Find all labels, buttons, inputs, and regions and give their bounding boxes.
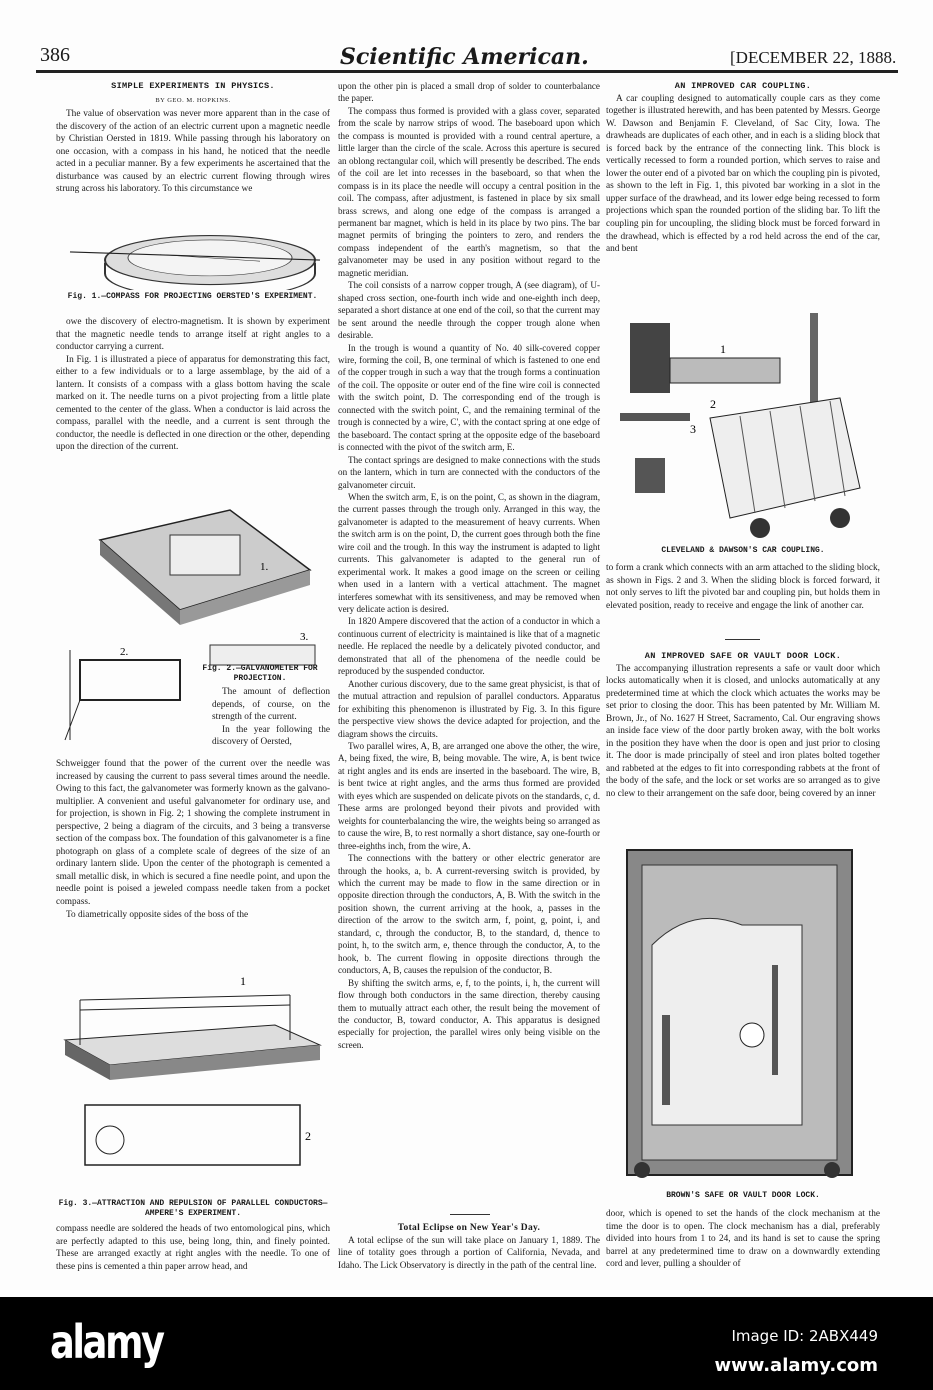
safe-lock-caption: BROWN'S SAFE OR VAULT DOOR LOCK. bbox=[666, 1191, 820, 1200]
paragraph: Another curious discovery, due to the same great physicist, is that of the mutual attraction and repulsion of parallel conductors. Apparatus for exhibiting this phenomenon is illustrated by Fig. 3. In this figure the perspective view shows the device adapted for projection, and the diagram shows the circuits. bbox=[338, 678, 600, 739]
page-number: 386 bbox=[40, 44, 70, 66]
image-id: Image ID: 2ABX449 bbox=[731, 1327, 878, 1345]
article-body bbox=[56, 758, 330, 921]
paragraph: to form a crank which connects with an arm attached to the sliding block, as shown in Figs. 2 and 3. When the sliding block is forced forward, it not only serves to lift the pivoted bar and coupling pin, but holds them in elevated position, ready to receive and engage the link of another car. bbox=[606, 563, 880, 611]
fig1-compass-illustration bbox=[60, 222, 325, 290]
paragraph: compass needle are soldered the heads of two entomological pins, which are perfectly adapted to this use, being long, thin, and finely pointed. These are arranged exactly at right angles with the needle. To one of these pins is cemented a thin paper arrow head, and bbox=[56, 1224, 330, 1272]
safe-door-illustration bbox=[622, 845, 867, 1185]
fig-label: 3 bbox=[690, 422, 696, 436]
fig2-label: 3. bbox=[300, 631, 309, 643]
paragraph: In the trough is wound a quantity of No. 40 silk-covered copper wire, forming the coil, B, one terminal of which is fastened to one end of the copper trough in such a way that the trough forms a continuation of the coil. The opposite or outer end of the fine wire coil is connected with the switch point, D. The corresponding end of the trough is connected with the switch point, C, and the remaining terminal of the trough is connected by a wire, C', with the contact spring at one edge of the baseboard. The contact spring at the opposite edge of the baseboard is connected with the pivot of the switch arm, E. bbox=[338, 342, 600, 453]
paragraph: Two parallel wires, A, B, are arranged one above the other, the wire, A, being fixed, the wire, B, being movable. The wire, A, is bent twice at right angles and its ends are inserted in the baseboard. The wire, B, is bent twice at right angles, and the arms thus formed are provided with eyes which are suspended on delicate pivots on the standards, c, d. These arms are prolonged beyond their pivots and provided with weights for counterbalancing the wire, the weights being so arranged as to cause the wire, B, to rest normally a short distance, say one-fourth or three-eighths inch, from the wire, A. bbox=[338, 741, 600, 851]
article-title: AN IMPROVED CAR COUPLING. bbox=[674, 81, 812, 91]
article-body bbox=[56, 1223, 330, 1273]
article-safe-lock bbox=[606, 650, 880, 801]
article-oersted-intro bbox=[56, 80, 330, 196]
header-rule bbox=[36, 70, 898, 73]
byline: BY GEO. M. HOPKINS. bbox=[155, 96, 231, 104]
site-url: www.alamy.com bbox=[714, 1355, 878, 1376]
paragraph: In 1820 Ampere discovered that the action of a conductor in which a continuous current of electricity is maintained is like that of a magnetic needle. He replaced the needle by a delicately pivoted conductor, and demonstrated that all of the phenomena of the needle could be reproduced by the suspended conductor. bbox=[338, 616, 600, 677]
paragraph: The coil consists of a narrow copper trough, A (see diagram), of U-shaped cross section, one-fourth inch wide and one-eighth inch deep, separated a short distance at one end of the coil, so that the current may be sent around the needle through the copper trough alone when desirable. bbox=[338, 280, 600, 341]
paragraph: door, which is opened to set the hands of the clock mechanism at the time the door is to open. The clock mechanism has a dial, preferably divided into hours from 1 to 24, and its hand is set to cause the spring barrel at any predetermined time to draw on a downwardly extending cord and lever, pulling a shoulder of bbox=[606, 1209, 880, 1270]
paragraph: upon the other pin is placed a small drop of solder to counterbalance the paper. bbox=[338, 81, 600, 104]
article-eclipse bbox=[338, 1222, 600, 1272]
alamy-logo: alamy bbox=[50, 1315, 163, 1369]
paragraph: The connections with the battery or other electric generator are through the hooks, a, b. A current-reversing switch is provided, by which the current may be made to flow in the same direction or in opposite direction through the conductors, A, B. With the switch in the position shown, the current arriving at the hook, a, passes in the direction of the arrow to the switch arm, f, point, g, point, i, and standard, c, through the conductor, B, to the standard, d, thence to point, h, to the switch arm, e, thence through the conductor, A, to the hook, b. The current flowing in opposite directions through the conductors, A, B, causes the repulsion of the conductor, B. bbox=[338, 853, 600, 976]
side-text bbox=[212, 686, 330, 749]
fig-label: 1 bbox=[720, 342, 726, 356]
separator bbox=[450, 1214, 490, 1215]
fig2-caption: Fig. 2.—GALVANOMETER FOR PROJECTION. bbox=[202, 664, 318, 683]
fig3-ampere-illustration bbox=[60, 965, 325, 1197]
article-body-continued bbox=[338, 80, 600, 1051]
fig3-label: 1 bbox=[240, 974, 246, 988]
watermark-footer bbox=[0, 1297, 933, 1390]
masthead: Scientific American. bbox=[340, 44, 589, 70]
car-coupling-caption: CLEVELAND & DAWSON'S CAR COUPLING. bbox=[661, 546, 825, 555]
paragraph: To diametrically opposite sides of the boss of the bbox=[66, 909, 249, 920]
paragraph: A total eclipse of the sun will take place on January 1, 1889. The line of totality goes through a portion of California, Nevada, and Idaho. The Lick Observatory is directly in the path of the central line. bbox=[338, 1235, 600, 1271]
fig3-caption: Fig. 3.—ATTRACTION AND REPULSION OF PARALLEL CONDUCTORS—AMPERE'S EXPERIMENT. bbox=[58, 1199, 328, 1218]
paragraph: owe the discovery of electro-magnetism. It is shown by experiment that the magnetic needle tends to arrange itself at right angles to a conductor carrying a current. bbox=[56, 317, 330, 353]
article-body bbox=[606, 562, 880, 612]
paragraph: A car coupling designed to automatically couple cars as they come together is illustrated herewith, and has been patented by Messrs. George W. Dawson and Benjamin F. Cleveland, of Sac City, Iowa. The drawheads are duplicates of each other, and in each is a sliding block that is forced back by the entrance of the connecting link. This block is vertically recessed to form a rounded portion, which serves to raise and lower the outer end of a pivoted bar on which the coupling pin is pivoted, as shown to the left in Fig. 1, this pivoted bar working in a slot in the upper surface of the drawhead, and its lower edge being recessed to form projections which span the rounded portion of the sliding bar. To lift the coupling pin for uncoupling, the sliding block must be forced forward in the drawhead, which is effected by a rod held across the end of the car, and bent bbox=[606, 93, 880, 255]
issue-date: [DECEMBER 22, 1888. bbox=[730, 48, 897, 67]
paragraph: The compass thus formed is provided with a glass cover, separated from the scale by narrow strips of wood. The baseboard upon which the compass is mounted is provided with a round central aperture, a little larger than the circle of the scale. Across this aperture is secured an oblong rectangular coil, which will presently be described. The ends of the coil are let into recesses in the baseboard, so that when the compass is in its place the needle will occupy a central position in the coil. The compass, after adjustment, is fastened in place by six small brass screws, and along one edge of the compass is arranged a permanent bar magnet, which is held in its place by two pins. The bar magnet permits of bringing the pointers to zero, and renders the compass independent of the earth's magnetism, so that the galvanometer may be used in any position without regard to the magnetic meridian. bbox=[338, 105, 600, 278]
article-title: AN IMPROVED SAFE OR VAULT DOOR LOCK. bbox=[644, 651, 842, 661]
fig-label: 2 bbox=[710, 397, 716, 411]
article-car-coupling bbox=[606, 80, 880, 256]
paragraph: When the switch arm, E, is on the point, C, as shown in the diagram, the current passes through the trough only. Arranged in this way, the galvanometer is adapted to the measurement of heavy currents. When the switch arm is on the point, D, the current goes through both the fine wire coil and the trough. In this way the instrument is adapted to light currents. This galvanometer is adapted to the general run of experimental work. It makes a good image on the screen or ceiling when used in a lantern with a vertical attachment. The magnet interferes somewhat with its sensitiveness, and may be removed when very delicate action is desired. bbox=[338, 491, 600, 615]
paragraph: In the year following the discovery of Oersted, bbox=[212, 724, 330, 748]
article-body bbox=[606, 1208, 880, 1271]
separator bbox=[725, 639, 760, 640]
paragraph: Schweigger found that the power of the current over the needle was increased by causing the current to pass several times around the needle. Owing to this fact, the galvanometer was formerly known as the galvano-multiplier. A convenient and useful galvanometer for ordinary use, and for projection, is shown in Fig. 2; 1 showing the complete instrument in perspective, 2 being a diagram of the circuits, and 3 being a transverse section of the compass box. The foundation of this galvanometer is a fine photograph on glass of a complete scale of degrees of the size of an ordinary lantern slide. Upon the center of the photograph is cemented a small metallic disk, in which is secured a fine needle point, and upon the needle point is poised a jeweled compass needle taken from a pocket compass. bbox=[56, 759, 330, 908]
paragraph: The contact springs are designed to make connections with the studs on the lantern, which in turn are connected with the conductors of the galvanometer circuit. bbox=[338, 454, 600, 490]
article-title: SIMPLE EXPERIMENTS IN PHYSICS. bbox=[111, 81, 275, 91]
car-coupling-illustration bbox=[610, 308, 875, 543]
paragraph: The accompanying illustration represents a safe or vault door which locks automatically when it is closed, and unlocks automatically at any predetermined time at which the clock which actuates the works may be set prior to closing the door. This has been patented by Mr. William M. Brown, Jr., of No. 1627 H Street, Sacramento, Cal. Our engraving shows an inside face view of the door partly broken away, with the bolt works in the position they have when the door is open and just prior to closing it. The door is made principally of steel and iron plates bolted together and rabbeted at the edges to fit into corresponding rabbets at the front of the body of the safe, and the lock or set works are so arranged as to give no clew to their arrangement on the safe door, being covered by an inner bbox=[606, 663, 880, 800]
fig2-label: 1. bbox=[260, 561, 269, 573]
paragraph: By shifting the switch arms, e, f, to the points, i, h, the current will flow through both conductors in the same direction, thereby causing them to mutually attract each other, the result being the movement of the conductor, B, toward conductor, A. This apparatus is designed especially for projection, the parallel wires only being visible on the screen. bbox=[338, 977, 600, 1050]
fig2-label: 2. bbox=[120, 646, 129, 658]
paragraph: The amount of deflection depends, of course, on the strength of the current. bbox=[212, 687, 330, 723]
fig3-label: 2 bbox=[305, 1129, 311, 1143]
paragraph: In Fig. 1 is illustrated a piece of apparatus for demonstrating this fact, either to a few individuals or to a large assemblage, by the aid of a lantern. It consists of a compass with a glass bottom having the scale marked on it. The needle turns on a pivot projecting from a little plate cemented to the center of the glass. When a conductor is laid across the compass, parallel with the needle, and a current is sent through the conductor, the needle is deflected in one direction or the other, depending upon the direction of the current. bbox=[56, 354, 330, 453]
fig1-caption: Fig. 1.—COMPASS FOR PROJECTING OERSTED'S EXPERIMENT. bbox=[67, 292, 318, 301]
article-body bbox=[56, 316, 330, 454]
article-title: Total Eclipse on New Year's Day. bbox=[397, 1223, 541, 1233]
paragraph: The value of observation was never more apparent than in the case of the discovery of the action of an electric current upon a magnetic needle by Christian Oersted in 1819. While passing through his laboratory on one occasion, with a compass in his hand, he noticed that the needle acted in a peculiar manner. By a few experiments he ascertained that the disturbance was caused by an electric current flowing through wires strung across his laboratory. To this circumstance we bbox=[56, 109, 330, 195]
